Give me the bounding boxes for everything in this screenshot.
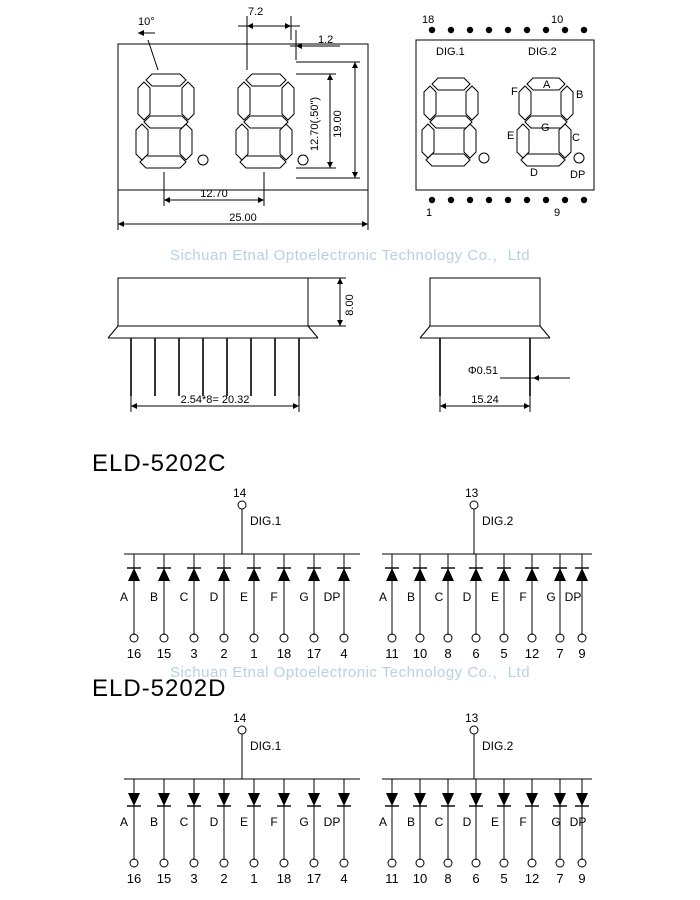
- diode-triangles-up: [128, 568, 588, 581]
- svg-text:8: 8: [444, 646, 452, 660]
- svg-text:6: 6: [472, 646, 480, 660]
- label-pin-10: 10: [551, 14, 564, 26]
- label-pin-9: 9: [554, 207, 561, 219]
- d-dig1-label: DIG.1: [250, 739, 282, 753]
- segment-label-f: F: [511, 86, 518, 98]
- svg-text:C: C: [179, 815, 189, 829]
- pin-view-body: [416, 40, 594, 190]
- watermark-top: Sichuan Etnal Optoelectronic Technology Co.，Ltd: [169, 247, 531, 264]
- svg-text:G: G: [546, 590, 556, 604]
- svg-text:12: 12: [524, 871, 540, 885]
- label-dig2: DIG.2: [528, 46, 557, 58]
- label-angle: 10°: [138, 16, 155, 28]
- svg-text:18: 18: [276, 646, 292, 660]
- svg-text:1: 1: [250, 646, 258, 660]
- end-view: [420, 278, 570, 412]
- svg-text:A: A: [378, 590, 388, 604]
- svg-text:E: E: [239, 815, 249, 829]
- c-dig2-common-pin: 13: [465, 486, 479, 500]
- svg-text:A: A: [119, 815, 129, 829]
- svg-text:C: C: [434, 590, 444, 604]
- segment-label-dp: DP: [570, 169, 586, 181]
- svg-text:1: 1: [250, 871, 258, 885]
- svg-text:E: E: [490, 590, 500, 604]
- svg-text:17: 17: [306, 871, 322, 885]
- label-7-2: 7.2: [248, 6, 264, 18]
- svg-text:B: B: [149, 590, 159, 604]
- svg-text:16: 16: [126, 646, 142, 660]
- segment-label-b: B: [576, 89, 584, 101]
- svg-text:A: A: [378, 815, 388, 829]
- label-19-00: 19.00: [332, 110, 344, 138]
- label-pin-18: 18: [422, 14, 435, 26]
- svg-text:G: G: [299, 815, 309, 829]
- svg-text:8: 8: [444, 871, 452, 885]
- label-25-00: 25.00: [229, 212, 257, 224]
- svg-text:2: 2: [220, 871, 228, 885]
- pin-dots-bottom: [429, 197, 587, 203]
- svg-text:10: 10: [412, 871, 428, 885]
- svg-text:15: 15: [156, 646, 172, 660]
- d-dig1-common-pin: 14: [233, 711, 247, 725]
- segment-label-g: G: [541, 122, 550, 134]
- svg-text:3: 3: [190, 646, 198, 660]
- svg-text:3: 3: [190, 871, 198, 885]
- svg-text:DP: DP: [569, 815, 587, 829]
- c-dig1-label: DIG.1: [250, 514, 282, 528]
- svg-text:D: D: [462, 815, 472, 829]
- c-dig2-pin-numbers: [385, 646, 585, 660]
- svg-text:B: B: [406, 815, 416, 829]
- c-dig1-pin-numbers: [127, 646, 348, 660]
- label-1-2: 1.2: [318, 34, 334, 46]
- c-dig2-label: DIG.2: [482, 514, 514, 528]
- part-title-d: ELD-5202D: [92, 675, 227, 702]
- svg-text:11: 11: [385, 871, 399, 885]
- mechanical-labels: [138, 6, 585, 406]
- c-dig1-segment-labels: [120, 590, 340, 604]
- pinview-digit-2: [517, 78, 584, 166]
- watermark-bottom: Sichuan Etnal Optoelectronic Technology Co.，Ltd: [169, 664, 531, 681]
- svg-text:DP: DP: [323, 815, 341, 829]
- svg-text:F: F: [270, 590, 278, 604]
- svg-text:7: 7: [556, 646, 564, 660]
- label-8-00: 8.00: [344, 294, 356, 316]
- pin-dots-top: [429, 27, 587, 33]
- svg-text:7: 7: [556, 871, 564, 885]
- part-title-c: ELD-5202C: [92, 450, 227, 477]
- c-dig1-common-pin: 14: [233, 486, 247, 500]
- svg-text:5: 5: [500, 871, 508, 885]
- svg-text:F: F: [519, 815, 527, 829]
- svg-text:E: E: [239, 590, 249, 604]
- svg-text:E: E: [490, 815, 500, 829]
- label-pitch: 2.54*8= 20.32: [180, 394, 250, 406]
- svg-text:2: 2: [220, 646, 228, 660]
- d-dig2-segment-labels: [379, 815, 586, 829]
- svg-text:4: 4: [340, 871, 348, 885]
- mechanical-drawings: [0, 0, 700, 440]
- d-dig2-common-pin: 13: [465, 711, 479, 725]
- svg-text:D: D: [462, 590, 472, 604]
- diode-triangles-down: [128, 793, 588, 806]
- svg-text:10: 10: [412, 646, 428, 660]
- label-pin-1: 1: [426, 207, 433, 219]
- svg-text:D: D: [209, 815, 219, 829]
- svg-text:C: C: [179, 590, 189, 604]
- segment-label-a: A: [543, 79, 551, 91]
- circuit-eld-5202c: [0, 480, 700, 660]
- d-dig2-pin-numbers: [385, 871, 585, 885]
- label-dig1: DIG.1: [436, 46, 465, 58]
- svg-text:G: G: [551, 815, 561, 829]
- svg-text:11: 11: [385, 646, 399, 660]
- svg-text:16: 16: [126, 871, 142, 885]
- label-hole-dia: Φ0.51: [467, 365, 498, 377]
- svg-text:17: 17: [306, 646, 322, 660]
- svg-text:5: 5: [500, 646, 508, 660]
- segment-label-c: C: [572, 132, 580, 144]
- segment-label-e: E: [507, 130, 515, 142]
- d-dig1-pin-numbers: [127, 871, 348, 885]
- svg-text:B: B: [406, 590, 416, 604]
- d-dig1-segment-labels: [120, 815, 340, 829]
- svg-text:12: 12: [524, 646, 540, 660]
- svg-text:9: 9: [578, 871, 586, 885]
- side-view: [108, 278, 346, 412]
- svg-text:G: G: [299, 590, 309, 604]
- circuit-eld-5202d: [0, 705, 700, 885]
- svg-text:4: 4: [340, 646, 348, 660]
- svg-text:6: 6: [472, 871, 480, 885]
- d-dig2-label: DIG.2: [482, 739, 514, 753]
- svg-text:15: 15: [156, 871, 172, 885]
- label-15-24: 15.24: [471, 394, 499, 406]
- segment-label-d: D: [530, 167, 538, 179]
- svg-text:F: F: [270, 815, 278, 829]
- label-12-70: 12.70: [200, 188, 228, 200]
- front-digit-1: [136, 74, 208, 168]
- front-digit-2: [236, 74, 308, 168]
- svg-text:C: C: [434, 815, 444, 829]
- svg-text:DP: DP: [564, 590, 582, 604]
- svg-text:18: 18: [276, 871, 292, 885]
- c-dig2-segment-labels: [379, 590, 581, 604]
- svg-text:A: A: [119, 590, 129, 604]
- svg-text:F: F: [519, 590, 527, 604]
- pinview-digit-1: [422, 78, 489, 166]
- svg-text:B: B: [149, 815, 159, 829]
- svg-text:D: D: [209, 590, 219, 604]
- label-12-70-50: 12.70(.50"): [309, 96, 321, 152]
- svg-text:DP: DP: [323, 590, 341, 604]
- svg-text:9: 9: [578, 646, 586, 660]
